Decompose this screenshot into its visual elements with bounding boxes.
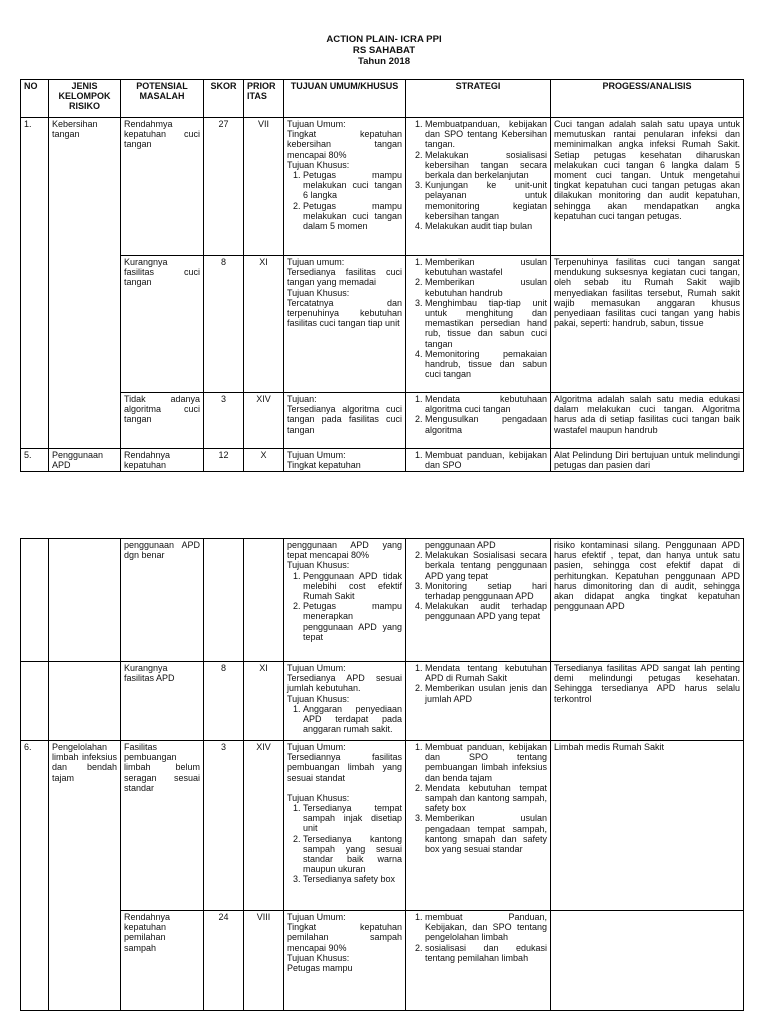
tujuan-khusus-text: Tercatatnya dan terpenuhinya kebutuhan fasilitas cuci tangan tiap unit xyxy=(287,297,402,329)
row-skor: 8 xyxy=(204,256,244,393)
doc-title-3: Tahun 2018 xyxy=(357,56,411,67)
list-item: 1. Mendata tentang kebutuhan APD di Rumah Sakit xyxy=(425,663,547,683)
row-jenis: Pengelolahan limbah infeksius dan bendah tajam xyxy=(49,741,121,1011)
row-progess: risiko kontaminasi silang. Penggunaan APD harus efektif , tepat, dan hanya untuk satu pasien, sehingga cost efektif dapat di perhitungkan. Kepatuhan penggunaan APD harus dimonitoring dan di audit, sehingga akan didapat angka tingkat kepatuhan penggunaan APD xyxy=(551,539,744,662)
list-item: 2. Memberikan usulan kebutuhan handrub xyxy=(425,277,547,297)
row-potensial: penggunaan APD dgn benar xyxy=(121,539,204,662)
row-skor: 12 xyxy=(204,449,244,472)
list-item: 2. Mengusulkan pengadaan algoritma xyxy=(425,414,547,434)
header-skor: SKOR xyxy=(204,80,244,118)
tujuan-khusus-label: Tujuan Khusus: xyxy=(287,159,350,170)
doc-title-2: RS SAHABAT xyxy=(352,45,416,56)
list-item: 1. Penggunaan APD tidak melebihi cost efektif Rumah Sakit xyxy=(303,571,402,602)
doc-title-1: ACTION PLAIN- ICRA PPI xyxy=(326,34,442,45)
row-potensial: Kurangnya fasilitas APD xyxy=(121,662,204,741)
list-item: 3. Menghimbau tiap-tiap unit untuk menghitung dan memastikan persedian hand rub, tissue dan sabun cuci tangan xyxy=(425,298,547,349)
row-skor: 8 xyxy=(204,662,244,741)
tujuan-khusus-label: Tujuan Khusus: xyxy=(287,792,350,803)
row-jenis xyxy=(49,539,121,662)
strategi-cont-text: penggunaan APD xyxy=(425,540,496,550)
list-item: 1. Memberikan usulan kebutuhan wastafel xyxy=(425,257,547,277)
list-item: 2. Memberikan usulan jenis dan jumlah APD xyxy=(425,683,547,703)
tujuan-umum-label: Tujuan Umum: xyxy=(287,450,346,460)
header-progess: PROGESS/ANALISIS xyxy=(551,80,744,118)
row-tujuan xyxy=(284,449,406,472)
list-item: 3. Kunjungan ke unit-unit pelayanan untuk memonitoring kegiatan kebersihan tangan xyxy=(425,180,547,221)
tujuan-khusus-label: Tujuan Khusus: xyxy=(287,560,350,571)
tujuan-umum-text: Tingkat kepatuhan kebersihan tangan mencapai 80% xyxy=(287,129,402,160)
list-item: 2. Petugas mampu menerapkan penggunaan APD yang tepat xyxy=(303,601,402,642)
list-item: 3. Memberikan usulan pengadaan tempat sampah, kantong smapah dan safety box yang sesuai standar xyxy=(425,813,547,854)
action-plan-table-page1 xyxy=(20,79,744,472)
list-item: 2. Mendata kebutuhan tempat sampah dan kantong sampah, safety box xyxy=(425,783,547,814)
action-plan-table-page2 xyxy=(20,538,744,1011)
tujuan-umum-label: Tujuan Umum: xyxy=(287,742,346,752)
row-tujuan xyxy=(284,393,406,449)
row-jenis: Penggunaan APD xyxy=(49,449,121,472)
row-prioritas: X xyxy=(244,449,284,472)
row-potensial: Kurangnya fasilitas cuci tangan xyxy=(121,256,204,393)
tujuan-umum-label: Tujuan Umum: xyxy=(287,663,346,673)
row-strategi xyxy=(406,741,551,911)
row-jenis xyxy=(49,662,121,741)
row-no xyxy=(21,539,49,662)
tujuan-umum-text: Tersedianya APD sesuai jumlah kebutuhan. xyxy=(287,673,402,694)
list-item: 2. Petugas mampu melakukan cuci tangan dalam 5 momen xyxy=(303,201,402,232)
table-row xyxy=(21,449,744,472)
list-item: 2. sosialisasi dan edukasi tentang pemilahan limbah xyxy=(425,943,547,963)
list-item: 4. Memonitoring pemakaian handrub, tissue dan sabun cuci tangan xyxy=(425,349,547,380)
list-item: 1. Tersedianya tempat sampah injak disetiap unit xyxy=(303,803,402,834)
row-potensial: Rendahmya kepatuhan cuci tangan xyxy=(121,118,204,256)
row-skor: 3 xyxy=(204,741,244,911)
row-potensial: Rendahnya kepatuhan pemilahan sampah xyxy=(121,911,204,1011)
row-strategi xyxy=(406,662,551,741)
row-no: 6. xyxy=(21,741,49,1011)
list-item: 1. membuat Panduan, Kebijakan, dan SPO tentang pengelolahan limbah xyxy=(425,912,547,943)
list-item: 3. Tersedianya safety box xyxy=(303,874,402,884)
row-jenis: Kebersihan tangan xyxy=(49,118,121,449)
row-skor: 27 xyxy=(204,118,244,256)
tujuan-umum-text: Tersediannya fasilitas pembuangan limbah yang sesuai standat xyxy=(287,752,402,783)
row-prioritas: XIV xyxy=(244,741,284,911)
row-progess: Tersedianya fasilitas APD sangat lah penting demi melindungi petugas kesehatan. Sehingga tersedianya APD harus selalu terkontrol xyxy=(551,662,744,741)
list-item: 1. Membuat panduan, kebijakan dan SPO xyxy=(425,450,547,470)
tujuan-umum-label: Tujuan Umum: xyxy=(287,912,346,922)
list-item: 2. Melakukan sosialisasi kebersihan tangan secara berkala dan berkelanjutan xyxy=(425,150,547,181)
table-row xyxy=(21,118,744,256)
list-item: 2. Tersedianya kantong sampah yang sesuai standar baik warna maupun ukuran xyxy=(303,834,402,875)
list-item: 1. Petugas mampu melakukan cuci tangan 6 langka xyxy=(303,170,402,201)
row-prioritas xyxy=(244,539,284,662)
list-item: 4. Melakukan audit terhadap penggunaan APD yang tepat xyxy=(425,601,547,621)
row-tujuan xyxy=(284,539,406,662)
tujuan-umum-label: Tujuan Umum: xyxy=(287,119,346,129)
list-item: 1. Anggaran penyediaan APD terdapat pada anggaran rumah sakit. xyxy=(303,704,402,735)
tujuan-khusus-label: Tujuan Khusus: xyxy=(287,693,350,704)
row-no: 5. xyxy=(21,449,49,472)
header-no: NO xyxy=(21,80,49,118)
list-item: 4. Melakukan audit tiap bulan xyxy=(425,221,547,231)
row-strategi xyxy=(406,449,551,472)
list-item: 1. Membuatpanduan, kebijakan dan SPO tentang Kebersihan tangan. xyxy=(425,119,547,150)
row-progess: Terpenuhinya fasilitas cuci tangan sangat mendukung suksesnya kegiatan cuci tangan, oleh sebab itu Rumah Sakit wajib menyediakan fasilitas tersebut, Rumah sakit wajib memasukan anggaran khusus penyediaan fasilitas cuci tangan yang habis pakai, seperti: handrub, sabun, tissue xyxy=(551,256,744,393)
list-item: 2. Melakukan Sosialisasi secara berkala tentang penggunaan APD yang tepat xyxy=(425,550,547,581)
header-row xyxy=(21,80,744,118)
row-progess: Algoritma adalah salah satu media edukasi dalam melakukan cuci tangan. Algoritma harus ada di setiap fasilitas cuci tangan baik wastafel maupun handrub xyxy=(551,393,744,449)
row-tujuan xyxy=(284,741,406,911)
header-tujuan: TUJUAN UMUM/KHUSUS xyxy=(284,80,406,118)
row-skor: 24 xyxy=(204,911,244,1011)
table-row xyxy=(21,911,744,1011)
row-strategi xyxy=(406,911,551,1011)
row-strategi xyxy=(406,118,551,256)
table-row xyxy=(21,662,744,741)
row-progess xyxy=(551,911,744,1011)
tujuan-umum-text: Tingkat kepatuhan pemilahan sampah mencapai 90% xyxy=(287,922,402,953)
row-tujuan xyxy=(284,118,406,256)
row-tujuan xyxy=(284,662,406,741)
row-progess: Cuci tangan adalah salah satu upaya untuk memutuskan rantai penularan infeksi dan meminimalkan angka infeksi Rumah Sakit. Setiap petugas kesehatan diharuskan melakukan cuci tangan 6 langka dalam 5 moment cuci tangan. Untuk mengetahui tingkat kepatuhan cuci tangan petugas akan dilakukan monitoring dan audit kepatuhan, sehingga akan mendapatkan angka kepatuhan cuci tangan petugas. xyxy=(551,118,744,256)
row-prioritas: VII xyxy=(244,118,284,256)
tujuan-umum-text: penggunaan APD yang tepat mencapai 80% xyxy=(287,540,402,561)
row-prioritas: XI xyxy=(244,256,284,393)
row-potensial: Tidak adanya algoritma cuci tangan xyxy=(121,393,204,449)
row-strategi xyxy=(406,256,551,393)
tujuan-khusus-label: Tujuan Khusus: xyxy=(287,952,350,963)
table-row xyxy=(21,393,744,449)
header-prioritas: PRIOR ITAS xyxy=(244,80,284,118)
row-tujuan xyxy=(284,256,406,393)
table-row xyxy=(21,539,744,662)
tujuan-text: Tersedianya algoritma cuci tangan pada fasilitas cuci tangan xyxy=(287,404,402,435)
list-item: 1. Mendata kebutuhaan algoritma cuci tangan xyxy=(425,394,547,414)
row-strategi xyxy=(406,393,551,449)
row-potensial: Fasilitas pembuangan limbah belum seragan sesuai standar xyxy=(121,741,204,911)
tujuan-umum-label: Tujuan umum: xyxy=(287,257,345,267)
header-strategi: STRATEGI xyxy=(406,80,551,118)
row-prioritas: XIV xyxy=(244,393,284,449)
row-prioritas: XI xyxy=(244,662,284,741)
header-potensial: POTENSIAL MASALAH xyxy=(121,80,204,118)
list-item: 1. Membuat panduan, kebijakan dan SPO tentang pembuangan limbah infeksius dan benda tajam xyxy=(425,742,547,783)
tujuan-umum-text: Tersedianya fasilitas cuci tangan yang memadai xyxy=(287,267,402,288)
row-potensial: Rendahnya kepatuhan xyxy=(121,449,204,472)
row-prioritas: VIII xyxy=(244,911,284,1011)
tujuan-khusus-label: Tujuan Khusus: xyxy=(287,287,350,298)
row-strategi xyxy=(406,539,551,662)
tujuan-umum-text: Tingkat kepatuhan xyxy=(287,460,361,471)
row-progess: Limbah medis Rumah Sakit xyxy=(551,741,744,911)
row-tujuan xyxy=(284,911,406,1011)
header-jenis: JENIS KELOMPOK RISIKO xyxy=(49,80,121,118)
row-skor: 3 xyxy=(204,393,244,449)
tujuan-label: Tujuan: xyxy=(287,394,317,404)
table-row xyxy=(21,741,744,911)
row-no xyxy=(21,662,49,741)
tujuan-khusus-text: Petugas mampu xyxy=(287,963,353,974)
table-row xyxy=(21,256,744,393)
row-no: 1. xyxy=(21,118,49,449)
list-item: 3. Monitoring setiap hari terhadap penggunaan APD xyxy=(425,581,547,601)
row-skor xyxy=(204,539,244,662)
row-progess: Alat Pelindung Diri bertujuan untuk melindungi petugas dan pasien dari xyxy=(551,449,744,472)
